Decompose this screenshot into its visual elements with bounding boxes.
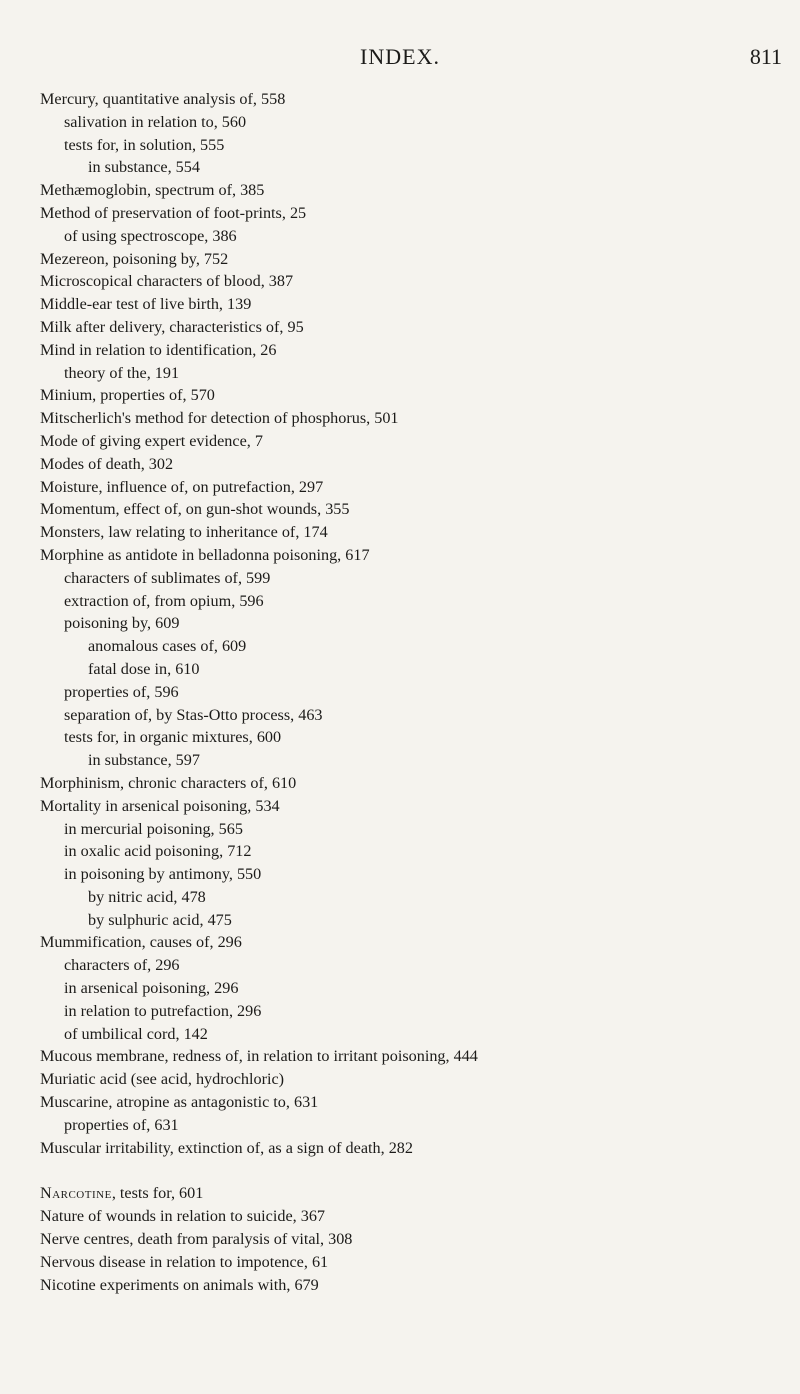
index-entry: Methæmoglobin, spectrum of, 385 [40,181,265,200]
index-entry [40,1228,788,1251]
index-entry: Muscarine, atropine as antagonistic to, 631 [40,1093,319,1112]
index-subentry: in relation to putrefaction, 296 [64,1001,262,1020]
entry-text: , tests for, 601 [111,1184,204,1203]
page-title: INDEX. [360,44,440,69]
index-subentry: properties of, 596 [64,682,179,701]
index-subentry: characters of sublimates of, 599 [64,568,271,587]
page-header [0,44,800,74]
index-entry: Mitscherlich's method for detection of phosphorus, 501 [40,409,399,428]
index-subentry: separation of, by Stas-Otto process, 463 [64,705,323,724]
index-entry: Mode of giving expert evidence, 7 [40,431,263,450]
index-subentry: poisoning by, 609 [64,614,180,633]
index-entries [40,88,788,1296]
entry-text: Nerve centres, death from paralysis of vital, 308 [40,1230,353,1249]
index-subentry: of umbilical cord, 142 [64,1024,208,1043]
index-entry: Morphinism, chronic characters of, 610 [40,773,297,792]
index-entry: Mucous membrane, redness of, in relation to irritant poisoning, 444 [40,1047,478,1066]
index-entry: Mind in relation to identification, 26 [40,340,277,359]
index-entry: Monsters, law relating to inheritance of, 174 [40,523,328,542]
index-entry: Middle-ear test of live birth, 139 [40,295,252,314]
index-entry: Muriatic acid (see acid, hydrochloric) [40,1070,285,1089]
page-number: 811 [749,44,782,69]
index-entry: Muscular irritability, extinction of, as a sign of death, 282 [40,1138,413,1157]
index-subentry: of using spectroscope, 386 [64,226,237,245]
index-subentry: properties of, 631 [64,1115,179,1134]
index-subentry: in arsenical poisoning, 296 [64,979,239,998]
index-entry: Mercury, quantitative analysis of, 558 [40,90,286,108]
index-subentry: in substance, 597 [88,751,200,770]
entry-head: Narcotine [40,1184,112,1203]
index-subentry: fatal dose in, 610 [88,659,200,678]
index-entry: Morphine as antidote in belladonna poisoning, 617 [40,545,370,564]
index-subentry: tests for, in organic mixtures, 600 [64,728,282,747]
index-subentry: anomalous cases of, 609 [88,637,247,656]
index-entry: Microscopical characters of blood, 387 [40,272,294,291]
entry-text: Nicotine experiments on animals with, 679 [40,1275,319,1294]
index-entry: Method of preservation of foot-prints, 25 [40,203,307,222]
index-entry: Mezereon, poisoning by, 752 [40,249,229,268]
index-subentry: tests for, in solution, 555 [64,135,225,154]
index-subentry: in substance, 554 [88,158,200,177]
index-subentry: by nitric acid, 478 [88,887,206,906]
index-subentry: characters of, 296 [64,956,180,975]
index-subentry: in poisoning by antimony, 550 [64,865,262,884]
index-subentry: by sulphuric acid, 475 [88,910,232,929]
index-entry: Momentum, effect of, on gun-shot wounds, 355 [40,500,350,519]
index-entry [40,1205,788,1228]
index-subentry: salivation in relation to, 560 [64,112,247,131]
index-entry: Milk after delivery, characteristics of, 95 [40,317,304,336]
index-entry: Modes of death, 302 [40,454,174,473]
index-entry [40,1251,788,1274]
entry-text: Nervous disease in relation to impotence, 61 [40,1252,329,1271]
index-entry: Minium, properties of, 570 [40,386,215,405]
index-entry: Moisture, influence of, on putrefaction, 297 [40,477,324,496]
index-entry [40,1182,788,1205]
index-subentry: in mercurial poisoning, 565 [64,819,243,838]
index-entry: Mummification, causes of, 296 [40,933,242,952]
index-subentry: theory of the, 191 [64,363,180,382]
index-entry [40,1274,788,1297]
entry-text: Nature of wounds in relation to suicide, 367 [40,1207,326,1226]
index-subentry: in oxalic acid poisoning, 712 [64,842,252,861]
index-subentry: extraction of, from opium, 596 [64,591,264,610]
index-entry: Mortality in arsenical poisoning, 534 [40,796,280,815]
section-gap [40,1159,788,1182]
